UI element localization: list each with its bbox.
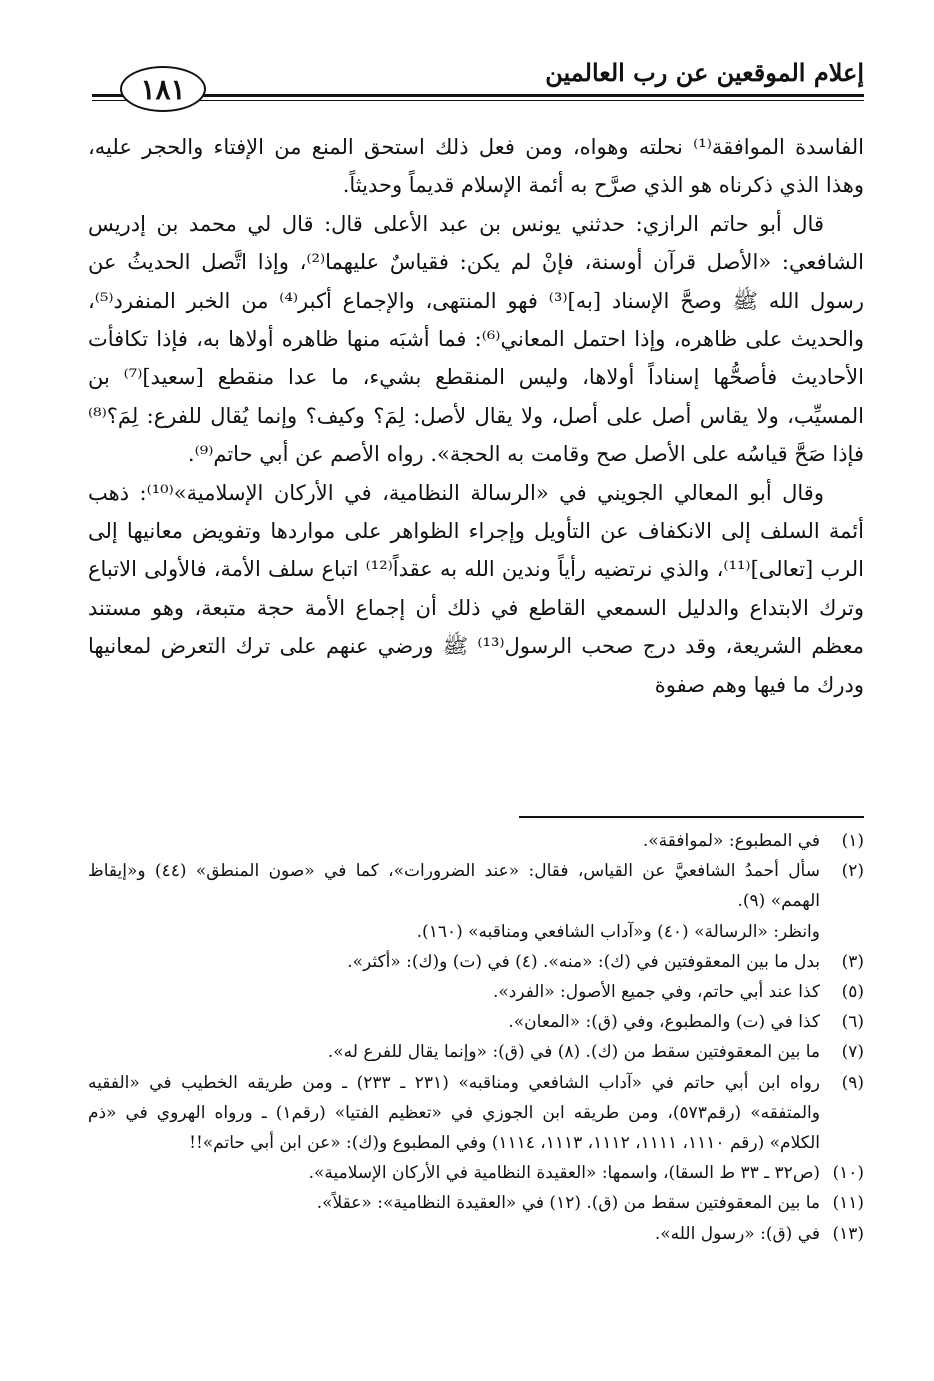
page-number: ١٨١ [120, 66, 206, 112]
footnote [88, 1158, 864, 1188]
footnote [88, 1037, 864, 1067]
footnote-text: سأل أحمدُ الشافعيَّ عن القياس، فقال: «عند الضرورات»، كما في «صون المنطق» (٤٤) و«إيقاظ الهمم» (٩). [88, 861, 820, 912]
header-rule-thin [92, 100, 864, 101]
footnote [88, 1068, 864, 1159]
paragraph: قال أبو حاتم الرازي: حدثني يونس بن عبد الأعلى قال: قال لي محمد بن إدريس الشافعي: «الأصل قرآن أوسنة، فإنْ لم يكن: فقياسٌ عليهما⁽²⁾، وإذا اتَّصل الحديثُ عن رسول الله ﷺ وصحَّ الإسناد [به]⁽³⁾ فهو المنتهى، والإجماع أكبر⁽⁴⁾ من الخبر المنفرد⁽⁵⁾، والحديث على ظاهره، وإذا احتمل المعاني⁽⁶⁾: فما أشبَه منها ظاهره أولاها به، فإذا تكافأت الأحاديث فأصحُّها إسناداً أولاها، وليس المنقطع بشيء، ما عدا منقطع [سعيد]⁽⁷⁾ بن المسيِّب، ولا يقاس أصل على أصل، ولا يقال لأصل: لِمَ؟ وكيف؟ وإنما يُقال للفرع: لِمَ؟⁽⁸⁾ فإذا صَحَّ قياسُه على الأصل صح وقامت به الحجة». رواه الأصم عن أبي حاتم⁽⁹⁾. [88, 211, 865, 467]
footnote-number: (٧) [841, 1042, 864, 1063]
paragraph: الفاسدة الموافقة⁽¹⁾ نحلته وهواه، ومن فعل ذلك استحق المنع من الإفتاء والحجر عليه، وهذا الذي ذكرناه هو الذي صرَّح به أئمة الإسلام قديماً وحديثاً. [88, 135, 864, 198]
footnote-text: ما بين المعقوفتين سقط من (ك). (٨) في (ق): «وإنما يقال للفرع له». [327, 1042, 820, 1063]
footnote-number: (٦) [841, 1012, 864, 1033]
footnote-text: وانظر: «الرسالة» (٤٠) و«آداب الشافعي ومناقبه» (١٦٠). [416, 921, 820, 942]
footnote-text: بدل ما بين المعقوفتين في (ك): «منه». (٤) في (ت) و(ك): «أكثر». [347, 951, 820, 972]
footnote-number: (١) [841, 831, 864, 851]
footnote-number: (٩) [841, 1072, 864, 1093]
footnote-text: في المطبوع: «لموافقة». [642, 831, 820, 851]
footnote-number: (٣) [841, 951, 864, 972]
footnote-text: (ص٣٢ ـ ٣٣ ط السقا)، واسمها: «العقيدة النظامية في الأركان الإسلامية». [308, 1163, 820, 1184]
footnotes [88, 826, 864, 1249]
footnote-text: كذا في (ت) والمطبوع، وفي (ق): «المعان». [508, 1012, 820, 1033]
footnote [88, 856, 864, 916]
footnote-text: كذا عند أبي حاتم، وفي جميع الأصول: «الفرد». [492, 982, 820, 1003]
footnote-text: رواه ابن أبي حاتم في «آداب الشافعي ومناقبه» (٢٣١ ـ ٢٣٣) ـ ومن طريقه الخطيب في «الفقيه والمتفقه» (رقم٥٧٣)، ومن طريقه ابن الجوزي في «تعظيم الفتيا» (رقم١) ـ ورواه الهروي في «ذم الكلام» (رقم ١١١٠، ١١١١، ١١١٢، ١١١٣، ١١١٤) وفي المطبوع و(ك): «عن ابن أبي حاتم»!! [88, 1072, 820, 1154]
footnote-number: (٢) [841, 861, 864, 882]
paragraph: وقال أبو المعالي الجويني في «الرسالة النظامية، في الأركان الإسلامية»⁽¹⁰⁾: ذهب أئمة السلف إلى الانكفاف عن التأويل وإجراء الظواهر على مواردها وتفويض معانيها إلى الرب [تعالى]⁽¹¹⁾، والذي نرتضيه رأياً وندين الله به عقداً⁽¹²⁾ اتباع سلف الأمة، فالأولى الاتباع وترك الابتداع والدليل السمعي القاطع في ذلك أن إجماع الأمة حجة متبعة، وهو مستند معظم الشريعة، وقد درج صحب الرسول⁽¹³⁾ ﷺ ورضي عنهم على ترك التعرض لمعانيها ودرك ما فيها وهم صفوة [88, 480, 865, 697]
header-rule [92, 94, 864, 97]
footnote-number: (١٠) [832, 1163, 864, 1184]
footnote [88, 1219, 864, 1249]
footnote-text: في (ق): «رسول الله». [654, 1223, 820, 1244]
footnote [88, 977, 864, 1007]
footnote-number: (٥) [841, 982, 864, 1003]
footnote [88, 917, 864, 947]
footnote [88, 826, 864, 856]
footnote-separator [519, 816, 864, 818]
running-title: إعلام الموقعين عن رب العالمين [545, 58, 864, 87]
main-text [88, 128, 864, 704]
footnote [88, 1188, 864, 1218]
footnote-number: (١١) [832, 1193, 864, 1214]
footnote-text: ما بين المعقوفتين سقط من (ق). (١٢) في «العقيدة النظامية»: «عقلاً». [316, 1193, 820, 1214]
footnote-number: (١٣) [832, 1223, 864, 1244]
footnote [88, 947, 864, 977]
footnote [88, 1007, 864, 1037]
